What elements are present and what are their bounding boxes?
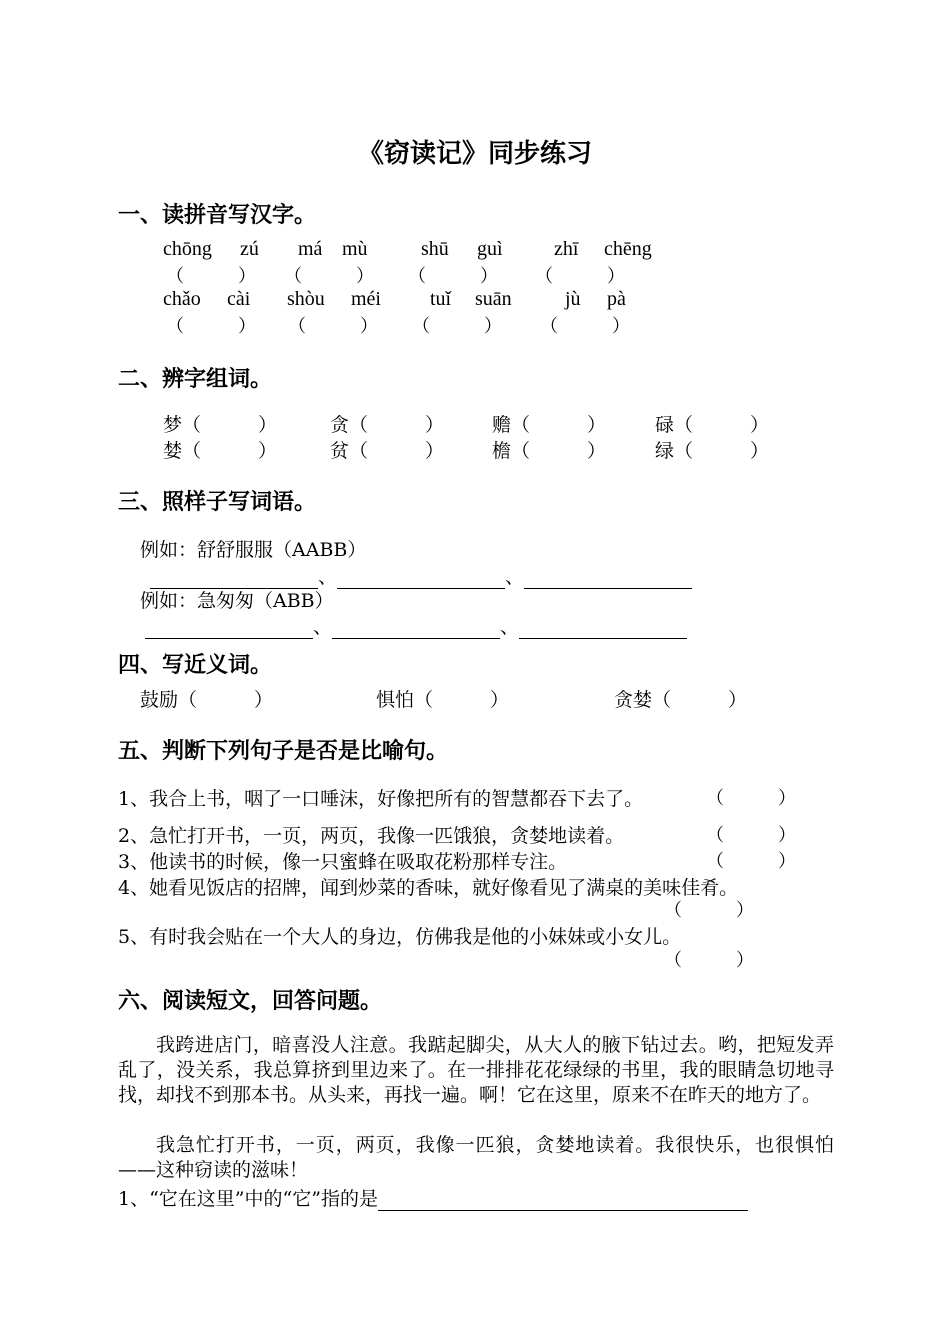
example-abb: 例如：急匆匆（ABB）: [140, 590, 334, 612]
answer-paren[interactable]: （ ）: [166, 316, 256, 337]
char-item[interactable]: 碌（ ）: [655, 414, 770, 436]
answer-paren[interactable]: （ ）: [664, 900, 754, 921]
answer-blank[interactable]: [378, 1192, 748, 1211]
char-item[interactable]: 梦（ ）: [163, 414, 278, 436]
synonym-item[interactable]: 贪婪（ ）: [614, 689, 748, 711]
pinyin-syllable: suān: [475, 288, 512, 310]
separator: 、: [500, 616, 520, 638]
answer-paren[interactable]: （ ）: [284, 266, 374, 287]
pinyin-syllable: shòu: [287, 288, 325, 310]
answer-paren[interactable]: （ ）: [412, 316, 502, 337]
answer-blank[interactable]: [145, 620, 313, 639]
reading-question-1: [118, 1184, 748, 1211]
answer-paren[interactable]: （ ）: [706, 851, 796, 872]
answer-blank[interactable]: [519, 620, 687, 639]
blank-row-abb: [145, 612, 687, 639]
answer-paren[interactable]: （ ）: [706, 788, 796, 809]
char-item[interactable]: 绿（ ）: [655, 440, 770, 462]
pinyin-syllable: chōng: [163, 238, 212, 260]
answer-blank[interactable]: [337, 570, 505, 589]
judge-question-1: 1、我合上书，咽了一口唾沫，好像把所有的智慧都吞下去了。: [118, 788, 644, 810]
pinyin-syllable: chēng: [604, 238, 652, 260]
blank-row-aabb: [150, 562, 692, 589]
answer-blank[interactable]: [332, 620, 500, 639]
pinyin-syllable: cài: [227, 288, 251, 310]
pinyin-syllable: shū: [421, 238, 449, 260]
char-item[interactable]: 贪（ ）: [330, 414, 445, 436]
answer-paren[interactable]: （ ）: [540, 316, 630, 337]
separator: 、: [505, 566, 525, 588]
judge-question-2: 2、急忙打开书，一页，两页，我像一匹饿狼，贪婪地读着。: [118, 825, 625, 847]
synonym-item[interactable]: 惧怕（ ）: [376, 689, 510, 711]
pinyin-syllable: mù: [342, 238, 368, 260]
pinyin-syllable: méi: [351, 288, 381, 310]
reading-paragraph-2: 我急忙打开书，一页，两页，我像一匹狼，贪婪地读着。我很快乐，也很惧怕——这种窃读的滋味！: [118, 1134, 834, 1181]
section-6-heading: 六、阅读短文，回答问题。: [118, 988, 383, 1014]
reading-paragraph-1: 我跨进店门，暗喜没人注意。我踮起脚尖，从大人的腋下钻过去。哟，把短发弄乱了，没关系，我总算挤到里边来了。在一排排花花绿绿的书里，我的眼睛急切地寻找，却找不到那本书。从头来，再找一遍。啊！它在这里，原来不在昨天的地方了。: [118, 1034, 834, 1106]
judge-question-5: 5、有时我会贴在一个大人的身边，仿佛我是他的小妹妹或小女儿。: [118, 926, 682, 948]
section-3-heading: 三、照样子写词语。: [118, 489, 317, 515]
section-4-heading: 四、写近义词。: [118, 652, 273, 678]
separator: 、: [313, 616, 333, 638]
answer-paren[interactable]: （ ）: [408, 266, 498, 287]
page-title: 《窃读记》同步练习: [357, 139, 592, 169]
answer-paren[interactable]: （ ）: [535, 266, 625, 287]
judge-question-3: 3、他读书的时候，像一只蜜蜂在吸取花粉那样专注。: [118, 851, 568, 873]
pinyin-syllable: tuǐ: [430, 288, 452, 310]
char-item[interactable]: 檐（ ）: [492, 440, 607, 462]
judge-question-4: 4、她看见饭店的招牌，闻到炒菜的香味，就好像看见了满桌的美味佳肴。: [118, 877, 739, 899]
char-item[interactable]: 贫（ ）: [330, 440, 445, 462]
separator: 、: [318, 566, 338, 588]
example-aabb: 例如：舒舒服服（AABB）: [140, 539, 367, 561]
pinyin-syllable: chǎo: [163, 288, 201, 310]
section-1-heading: 一、读拼音写汉字。: [118, 202, 317, 228]
pinyin-syllable: pà: [607, 288, 626, 310]
answer-paren[interactable]: （ ）: [664, 950, 754, 971]
pinyin-syllable: jù: [565, 288, 581, 310]
pinyin-syllable: guì: [477, 238, 503, 260]
answer-paren[interactable]: （ ）: [288, 316, 378, 337]
answer-blank[interactable]: [524, 570, 692, 589]
pinyin-syllable: zhī: [554, 238, 579, 260]
pinyin-syllable: má: [298, 238, 323, 260]
reading-question-1-text: 1、“它在这里”中的“它”指的是: [118, 1188, 378, 1210]
pinyin-syllable: zú: [240, 238, 259, 260]
answer-paren[interactable]: （ ）: [706, 825, 796, 846]
char-item[interactable]: 赡（ ）: [492, 414, 607, 436]
synonym-item[interactable]: 鼓励（ ）: [140, 689, 274, 711]
section-2-heading: 二、辨字组词。: [118, 366, 273, 392]
answer-paren[interactable]: （ ）: [166, 266, 256, 287]
section-5-heading: 五、判断下列句子是否是比喻句。: [118, 738, 449, 764]
char-item[interactable]: 婪（ ）: [163, 440, 278, 462]
